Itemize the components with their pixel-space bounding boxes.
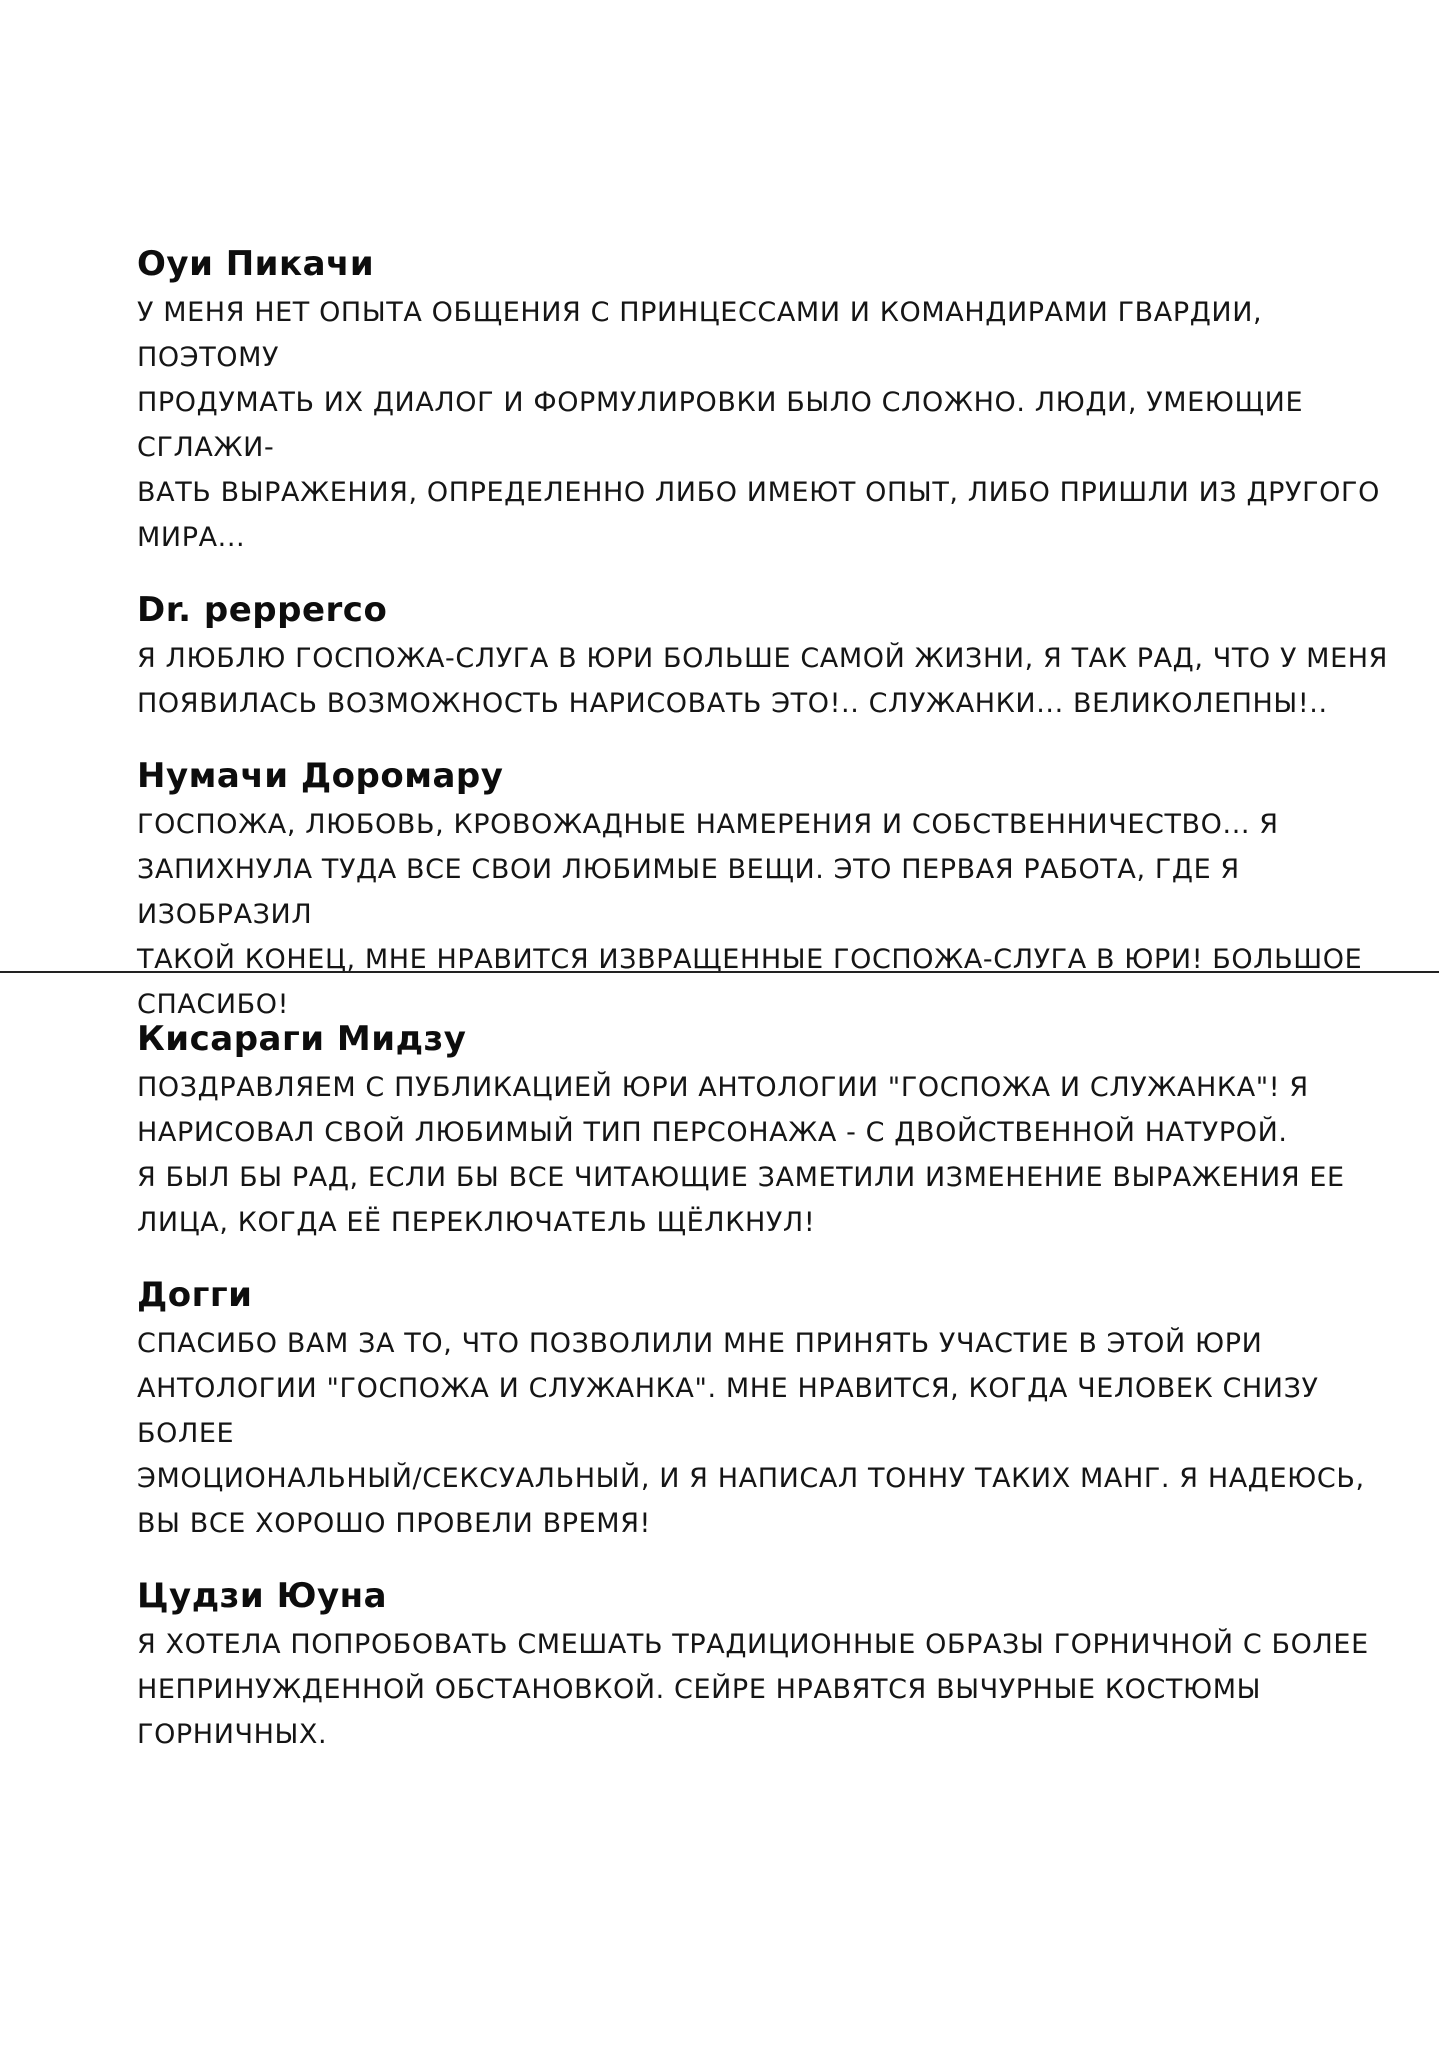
- author-name: Оуи Пикачи: [137, 244, 375, 284]
- section-divider: [0, 971, 1439, 973]
- author-comment-text: ПОЗДРАВЛЯЕМ С ПУБЛИКАЦИЕЙ ЮРИ АНТОЛОГИИ "ГОСПОЖА И СЛУЖАНКА"! Я НАРИСОВАЛ СВОЙ ЛЮБИМЫЙ ТИП ПЕРСОНАЖА - С ДВОЙСТВЕННОЙ НАТУРОЙ. Я БЫЛ БЫ РАД, ЕСЛИ БЫ ВСЕ ЧИТАЮЩИЕ ЗАМЕТИЛИ ИЗМЕНЕНИЕ ВЫРАЖЕНИЯ ЕЕ ЛИЦА, КОГДА ЕЁ ПЕРЕКЛЮЧАТЕЛЬ ЩЁЛКНУЛ!: [137, 1072, 1345, 1238]
- bottom-comments-section: [137, 1015, 1407, 1783]
- author-name: Нумачи Доромару: [137, 756, 504, 796]
- author-comment-text: ГОСПОЖА, ЛЮБОВЬ, КРОВОЖАДНЫЕ НАМЕРЕНИЯ И СОБСТВЕННИЧЕСТВО... Я ЗАПИХНУЛА ТУДА ВСЕ СВОИ ЛЮБИМЫЕ ВЕЩИ. ЭТО ПЕРВАЯ РАБОТА, ГДЕ Я ИЗОБРАЗИЛ ТАКОЙ КОНЕЦ, МНЕ НРАВИТСЯ ИЗВРАЩЕННЫЕ ГОСПОЖА-СЛУГА В ЮРИ! БОЛЬШОЕ СПАСИБО!: [137, 809, 1363, 1020]
- author-comment-text: Я ЛЮБЛЮ ГОСПОЖА-СЛУГА В ЮРИ БОЛЬШЕ САМОЙ ЖИЗНИ, Я ТАК РАД, ЧТО У МЕНЯ ПОЯВИЛАСЬ ВОЗМОЖНОСТЬ НАРИСОВАТЬ ЭТО!.. СЛУЖАНКИ... ВЕЛИКОЛЕПНЫ!..: [137, 643, 1388, 719]
- author-comment-text: У МЕНЯ НЕТ ОПЫТА ОБЩЕНИЯ С ПРИНЦЕССАМИ И КОМАНДИРАМИ ГВАРДИИ, ПОЭТОМУ ПРОДУМАТЬ ИХ ДИАЛОГ И ФОРМУЛИРОВКИ БЫЛО СЛОЖНО. ЛЮДИ, УМЕЮЩИЕ СГЛАЖИ- ВАТЬ ВЫРАЖЕНИЯ, ОПРЕДЕЛЕННО ЛИБО ИМЕЮТ ОПЫТ, ЛИБО ПРИШЛИ ИЗ ДРУГОГО МИРА...: [137, 297, 1380, 553]
- author-comment-text: СПАСИБО ВАМ ЗА ТО, ЧТО ПОЗВОЛИЛИ МНЕ ПРИНЯТЬ УЧАСТИЕ В ЭТОЙ ЮРИ АНТОЛОГИИ "ГОСПОЖА И СЛУЖАНКА". МНЕ НРАВИТСЯ, КОГДА ЧЕЛОВЕК СНИЗУ БОЛЕЕ ЭМОЦИОНАЛЬНЫЙ/СЕКСУАЛЬНЫЙ, И Я НАПИСАЛ ТОННУ ТАКИХ МАНГ. Я НАДЕЮСЬ, ВЫ ВСЕ ХОРОШО ПРОВЕЛИ ВРЕМЯ!: [137, 1328, 1365, 1539]
- author-name: Догги: [137, 1275, 253, 1315]
- author-comment-entry: [137, 1271, 1407, 1546]
- author-name: Dr. pepperco: [137, 590, 388, 630]
- author-comment-entry: [137, 586, 1407, 726]
- author-name: Цудзи Юуна: [137, 1576, 388, 1616]
- top-comments-section: [137, 240, 1407, 1053]
- author-comment-entry: [137, 752, 1407, 1027]
- author-name: Кисараги Мидзу: [137, 1019, 467, 1059]
- author-comment-entry: [137, 1015, 1407, 1245]
- author-comment-entry: [137, 240, 1407, 560]
- author-comment-entry: [137, 1572, 1407, 1757]
- author-comment-text: Я ХОТЕЛА ПОПРОБОВАТЬ СМЕШАТЬ ТРАДИЦИОННЫЕ ОБРАЗЫ ГОРНИЧНОЙ С БОЛЕЕ НЕПРИНУЖДЕННОЙ ОБСТАНОВКОЙ. СЕЙРЕ НРАВЯТСЯ ВЫЧУРНЫЕ КОСТЮМЫ ГОРНИЧНЫХ.: [137, 1629, 1369, 1750]
